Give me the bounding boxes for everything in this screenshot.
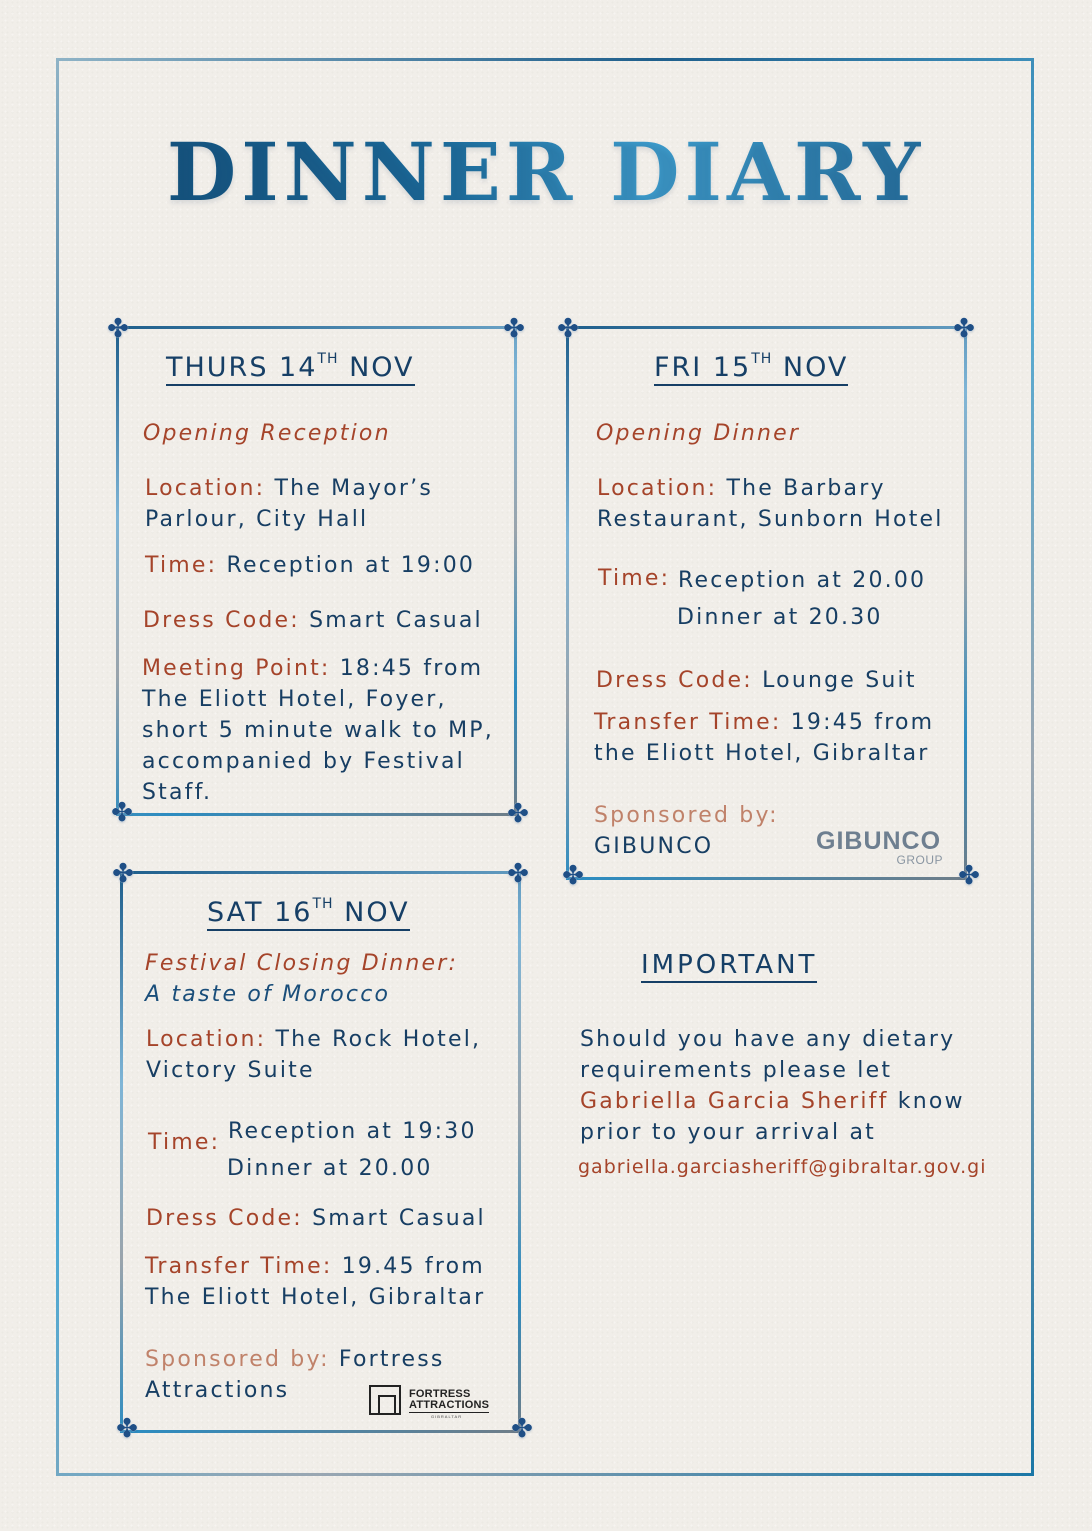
fortress-logo-line1: FORTRESS bbox=[409, 1388, 471, 1400]
dress-code-value: Smart Casual bbox=[302, 1206, 486, 1231]
saturday-transfer-line2: The Eliott Hotel, Gibraltar bbox=[145, 1285, 486, 1310]
transfer-value: 19:45 from bbox=[781, 710, 935, 735]
friday-transfer bbox=[594, 707, 934, 738]
ornament-icon: ✤ bbox=[116, 1414, 138, 1444]
saturday-sponsor-line2: Attractions bbox=[145, 1378, 290, 1403]
fortress-attractions-logo bbox=[369, 1383, 499, 1419]
friday-location-line2: Restaurant, Sunborn Hotel bbox=[597, 507, 944, 532]
location-label: Location: bbox=[146, 1027, 267, 1052]
time-label: Time: bbox=[598, 566, 671, 591]
meeting-point-value: 18:45 from bbox=[330, 656, 484, 681]
friday-transfer-line2: the Eliott Hotel, Gibraltar bbox=[594, 741, 930, 766]
thursday-heading bbox=[166, 344, 415, 386]
dress-code-value: Lounge Suit bbox=[752, 668, 917, 693]
thursday-event: Opening Reception bbox=[143, 421, 391, 446]
dress-code-label: Dress Code: bbox=[146, 1206, 303, 1231]
friday-heading bbox=[654, 344, 848, 386]
important-line3 bbox=[580, 1086, 965, 1117]
saturday-sponsored bbox=[145, 1344, 445, 1375]
friday-location bbox=[597, 473, 886, 504]
important-line3-rest: know bbox=[888, 1089, 965, 1114]
friday-event: Opening Dinner bbox=[596, 421, 801, 446]
location-label: Location: bbox=[145, 476, 266, 501]
ornament-icon: ✤ bbox=[557, 314, 579, 344]
time-value: Reception at 19:00 bbox=[217, 553, 476, 578]
thursday-location-line2: Parlour, City Hall bbox=[145, 507, 369, 532]
thursday-meeting-line4: accompanied by Festival bbox=[142, 749, 465, 774]
ornament-icon: ✤ bbox=[112, 859, 134, 889]
thursday-location bbox=[145, 473, 433, 504]
ornament-icon: ✤ bbox=[958, 861, 980, 891]
saturday-transfer bbox=[145, 1251, 485, 1282]
fortress-logo-line2: ATTRACTIONS bbox=[409, 1399, 490, 1411]
fortress-logo-line3: GIBRALTAR bbox=[431, 1414, 463, 1419]
friday-sponsored-label: Sponsored by: bbox=[594, 803, 779, 828]
contact-name: Gabriella Garcia Sheriff bbox=[580, 1089, 889, 1114]
dress-code-label: Dress Code: bbox=[143, 608, 300, 633]
heading-month: NOV bbox=[338, 352, 415, 383]
important-heading: IMPORTANT bbox=[641, 950, 817, 983]
saturday-location bbox=[146, 1024, 481, 1055]
thursday-meeting-point bbox=[142, 653, 483, 684]
location-label: Location: bbox=[597, 476, 718, 501]
sponsored-label: Sponsored by: bbox=[145, 1347, 330, 1372]
transfer-label: Transfer Time: bbox=[145, 1254, 333, 1279]
thursday-meeting-line5: Staff. bbox=[142, 780, 213, 805]
ornament-icon: ✤ bbox=[953, 314, 975, 344]
friday-time-reception: Reception at 20.00 bbox=[678, 568, 927, 593]
heading-suffix: TH bbox=[317, 351, 339, 367]
ornament-icon: ✤ bbox=[503, 314, 525, 344]
important-line2: requirements please let bbox=[580, 1058, 893, 1083]
thursday-time bbox=[145, 550, 475, 581]
saturday-time-dinner: Dinner at 20.00 bbox=[227, 1156, 433, 1181]
important-line1: Should you have any dietary bbox=[580, 1027, 956, 1052]
saturday-event: Festival Closing Dinner: bbox=[145, 951, 459, 976]
important-line4: prior to your arrival at bbox=[580, 1120, 876, 1145]
gibunco-logo-sub: GROUP bbox=[896, 853, 943, 867]
location-value: The Barbary bbox=[717, 476, 886, 501]
heading-month: NOV bbox=[772, 352, 849, 383]
transfer-value: 19.45 from bbox=[332, 1254, 485, 1279]
heading-suffix: TH bbox=[312, 896, 334, 912]
dress-code-value: Smart Casual bbox=[299, 608, 483, 633]
saturday-event-subtitle: A taste of Morocco bbox=[145, 982, 391, 1007]
contact-email-link[interactable]: gabriella.garciasheriff@gibraltar.gov.gi bbox=[578, 1156, 987, 1178]
thursday-dress-code bbox=[143, 605, 483, 636]
friday-dress-code bbox=[596, 665, 917, 696]
friday-time-dinner: Dinner at 20.30 bbox=[677, 605, 883, 630]
saturday-time bbox=[148, 1127, 220, 1158]
time-label: Time: bbox=[148, 1130, 221, 1155]
saturday-location-line2: Victory Suite bbox=[146, 1058, 315, 1083]
gibunco-logo-word: GIBUNCO bbox=[816, 827, 942, 855]
heading-suffix: TH bbox=[751, 351, 773, 367]
thursday-meeting-line3: short 5 minute walk to MP, bbox=[142, 718, 494, 743]
transfer-label: Transfer Time: bbox=[594, 710, 782, 735]
castle-icon bbox=[369, 1385, 401, 1415]
gibunco-logo bbox=[816, 827, 946, 867]
ornament-icon: ✤ bbox=[511, 1414, 533, 1444]
friday-sponsor: GIBUNCO bbox=[594, 834, 714, 859]
sponsor-value: Fortress bbox=[329, 1347, 445, 1372]
ornament-icon: ✤ bbox=[562, 861, 584, 891]
friday-time bbox=[598, 563, 670, 594]
ornament-icon: ✤ bbox=[507, 859, 529, 889]
page-title: DINNER DIARY bbox=[0, 125, 1092, 219]
heading-day: SAT 16 bbox=[207, 897, 313, 928]
heading-month: NOV bbox=[333, 897, 410, 928]
location-value: The Mayor’s bbox=[265, 476, 434, 501]
heading-day: FRI 15 bbox=[654, 352, 752, 383]
saturday-dress-code bbox=[146, 1203, 486, 1234]
time-label: Time: bbox=[145, 553, 218, 578]
ornament-icon: ✤ bbox=[507, 799, 529, 829]
ornament-icon: ✤ bbox=[107, 314, 129, 344]
dress-code-label: Dress Code: bbox=[596, 668, 753, 693]
heading-day: THURS 14 bbox=[166, 352, 318, 383]
saturday-heading bbox=[207, 889, 410, 931]
meeting-point-label: Meeting Point: bbox=[142, 656, 331, 681]
location-value: The Rock Hotel, bbox=[266, 1027, 482, 1052]
thursday-meeting-line2: The Eliott Hotel, Foyer, bbox=[142, 687, 447, 712]
ornament-icon: ✤ bbox=[111, 798, 133, 828]
saturday-time-reception: Reception at 19:30 bbox=[228, 1119, 477, 1144]
